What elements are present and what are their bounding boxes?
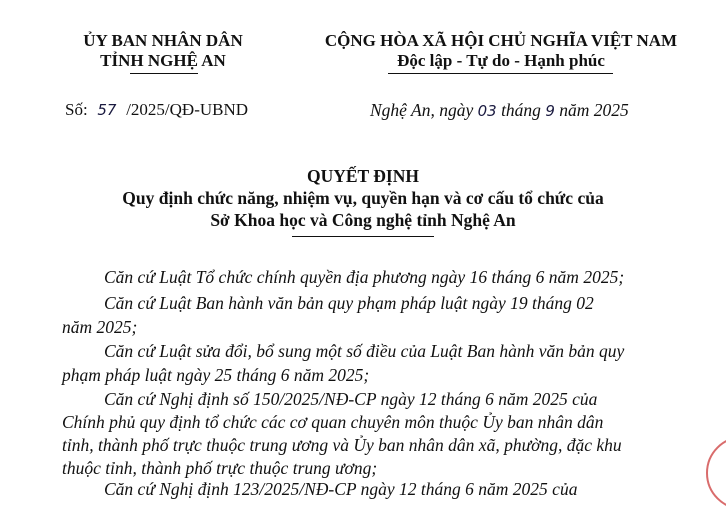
date-month-label: tháng [501, 100, 541, 120]
national-motto: Độc lập - Tự do - Hạnh phúc [397, 51, 605, 70]
document-type: QUYẾT ĐỊNH [307, 166, 419, 186]
basis-line-2: Căn cứ Luật Ban hành văn bản quy phạm pháp luật ngày 19 tháng 02 [104, 293, 594, 313]
doc-number-value: 57 [97, 101, 117, 119]
basis-line-3: năm 2025; [62, 317, 138, 337]
basis-line-5: phạm pháp luật ngày 25 tháng 6 năm 2025; [62, 365, 370, 385]
issue-date [370, 100, 629, 121]
basis-line-4: Căn cứ Luật sửa đổi, bổ sung một số điều của Luật Ban hành văn bản quy [104, 341, 625, 361]
date-month: 9 [545, 102, 555, 120]
doc-number-suffix: /2025/QĐ-UBND [126, 100, 249, 119]
right-header-underline [388, 73, 613, 74]
basis-line-1: Căn cứ Luật Tổ chức chính quyền địa phương ngày 16 tháng 6 năm 2025; [104, 267, 625, 287]
basis-line-8: tỉnh, thành phố trực thuộc trung ương và Ủy ban nhân dân xã, phường, đặc khu [62, 435, 622, 455]
doc-number-prefix: Số: [65, 100, 88, 119]
document-subject-line2: Sở Khoa học và Công nghệ tỉnh Nghệ An [210, 210, 516, 230]
agency-name: ỦY BAN NHÂN DÂN [83, 31, 243, 50]
left-header-underline [130, 73, 198, 74]
date-year: năm 2025 [559, 100, 629, 120]
basis-line-10: Căn cứ Nghị định 123/2025/NĐ-CP ngày 12 tháng 6 năm 2025 của [104, 479, 578, 499]
document-subject-line1: Quy định chức năng, nhiệm vụ, quyền hạn và cơ cấu tổ chức của [122, 188, 604, 208]
country-name: CỘNG HÒA XÃ HỘI CHỦ NGHĨA VIỆT NAM [324, 31, 678, 50]
document-number [65, 100, 248, 120]
date-place: Nghệ An, ngày [370, 100, 474, 120]
date-day: 03 [477, 102, 497, 120]
basis-line-7: Chính phủ quy định tổ chức các cơ quan chuyên môn thuộc Ủy ban nhân dân [62, 412, 604, 432]
basis-line-9: thuộc tỉnh, thành phố trực thuộc trung ương; [62, 458, 378, 478]
basis-line-6: Căn cứ Nghị định số 150/2025/NĐ-CP ngày 12 tháng 6 năm 2025 của [104, 389, 598, 409]
province-name: TỈNH NGHỆ AN [100, 51, 226, 70]
title-underline [292, 236, 434, 237]
official-seal-stamp [706, 436, 726, 510]
